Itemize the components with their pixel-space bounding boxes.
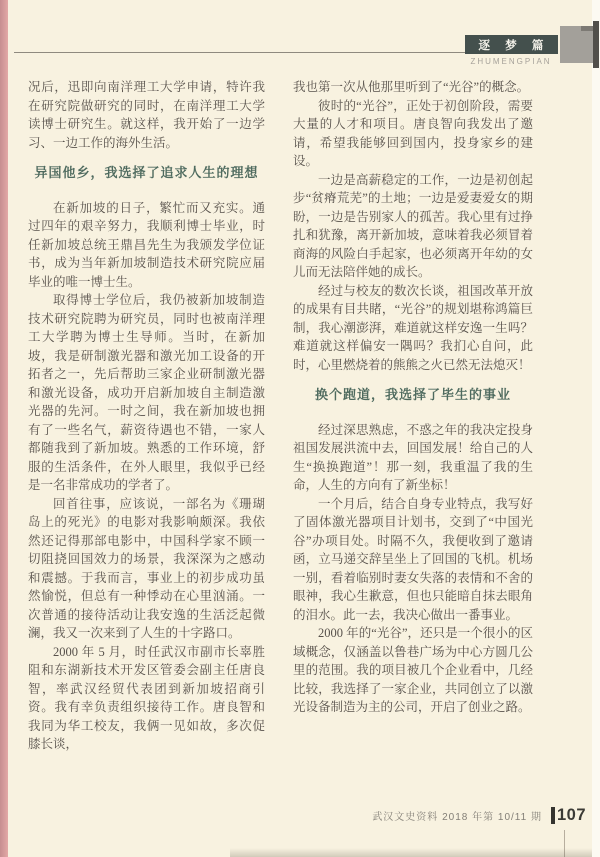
journal-info: 武汉文史资料 2018 年第 10/11 期 bbox=[372, 812, 542, 823]
section-heading-career: 换个跑道，我选择了毕生的事业 bbox=[314, 387, 511, 402]
paragraph: 取得博士学位后，我仍被新加坡制造技术研究院聘为研究员，同时也被南洋理工大学聘为博士生导师。当时，在新加坡，我是研制激光器和激光加工设备的开拓者之一，先后帮助三家企业研制激光器和激光设备，成功开启新加坡自主制造激光器的先河。一时之间，我在新加坡也拥有了一些名气，薪资待遇也不错，一家人都随我到了新加坡。熟悉的工作环境，舒服的生活条件，在外人眼里，我似乎已经是一名非常成功的学者了。 bbox=[28, 293, 265, 492]
paragraph: 一边是高薪稳定的工作，一边是初创起步“贫瘠荒芜”的土地；一边是爱妻爱女的期盼，一边是告别家人的孤苦。我心里有过挣扎和犹豫，离开新加坡，意味着我必须冒着商海的风险白手起家，也必须离开年幼的女儿而无法陪伴她的成长。 bbox=[293, 172, 533, 279]
book-binding-edge bbox=[0, 0, 8, 857]
chapter-title-box bbox=[465, 35, 558, 54]
right-column bbox=[293, 78, 533, 717]
chapter-pinyin: ZHUMENGPIAN bbox=[470, 57, 552, 66]
header-rule bbox=[14, 52, 465, 53]
left-column bbox=[28, 78, 265, 754]
paragraph: 况后，迅即向南洋理工大学申请，特许我在研究院做研究的同时，在南洋理工大学读博士研究生。就这样，我开始了一边学习、一边工作的海外生活。 bbox=[28, 80, 265, 150]
page-number-bar-icon bbox=[551, 807, 555, 824]
paragraph: 我也第一次从他那里听到了“光谷”的概念。 bbox=[293, 80, 530, 94]
paragraph: 经过与校友的数次长谈，祖国改革开放的成果有目共睹，“光谷”的规划堪称鸿篇巨制，我心潮澎湃，难道就这样安逸一生吗？难道就这样偏安一隅吗？我扪心自问，此时，心里燃烧着的熊熊之火已然无法熄灭！ bbox=[293, 283, 533, 372]
paragraph: 2000 年 5 月，时任武汉市副市长辜胜阻和东湖新技术开发区管委会副主任唐良智，率武汉经贸代表团到新加坡招商引资。我有幸负责组织接待工作。唐良智和我同为华工校友，我俩一见如故，多次促膝长谈， bbox=[28, 644, 265, 751]
chapter-title: 逐 梦 篇 bbox=[478, 39, 550, 52]
paragraph: 一个月后，结合自身专业特点，我写好了固体激光器项目计划书，交到了“中国光谷”办项目处。时隔不久，我便收到了邀请函，立马递交辞呈坐上了回国的飞机。机场一别，看着临别时妻女失落的表情和不舍的眼神，我心生歉意，但也只能暗自抹去眼角的泪水。此一去，我决心做出一番事业。 bbox=[293, 496, 533, 622]
paragraph: 回首往事，应该说，一部名为《珊瑚岛上的死光》的电影对我影响颇深。我依然还记得那部电影中，中国科学家不顾一切阻挠回国效力的场景，我深深为之感动和震撼。于我而言，事业上的初步成功虽然愉悦，但总有一种悸动在心里汹涌。一次普通的接待活动让我安逸的生活泛起微澜，我又一次来到了人生的十字路口。 bbox=[28, 496, 265, 640]
page bbox=[8, 0, 592, 857]
section-heading-abroad: 异国他乡，我选择了追求人生的理想 bbox=[34, 165, 259, 180]
bookmark-bar-icon bbox=[593, 21, 599, 68]
margin-crease-line bbox=[564, 830, 565, 857]
paragraph: 在新加坡的日子，繁忙而又充实。通过四年的艰辛努力，我顺利博士毕业，时任新加坡总统王鼎昌先生为我颁发学位证书，成为当年新加坡制造技术研究院应届毕业的唯一博士生。 bbox=[28, 200, 265, 289]
paragraph: 2000 年的“光谷”，还只是一个很小的区域概念，仅涵盖以鲁巷广场为中心方圆几公里的范围。我的项目被几个企业看中，几经比较，我选择了一家企业，共同创立了以激光设备制造为主的公司，开启了创业之路。 bbox=[293, 626, 533, 714]
paragraph: 彼时的“光谷”，正处于初创阶段，需要大量的人才和项目。唐良智向我发出了邀请，希望我能够回到国内，投身家乡的建设。 bbox=[293, 98, 533, 168]
paragraph: 经过深思熟虑，不惑之年的我决定投身祖国发展洪流中去，回国发展！给自己的人生“换换跑道”！那一刻，我重温了我的生命，人生的方向有了新坐标！ bbox=[293, 422, 533, 492]
page-footer bbox=[372, 806, 586, 825]
page-number: 107 bbox=[556, 806, 586, 824]
bookmark-tab-icon bbox=[560, 26, 593, 63]
